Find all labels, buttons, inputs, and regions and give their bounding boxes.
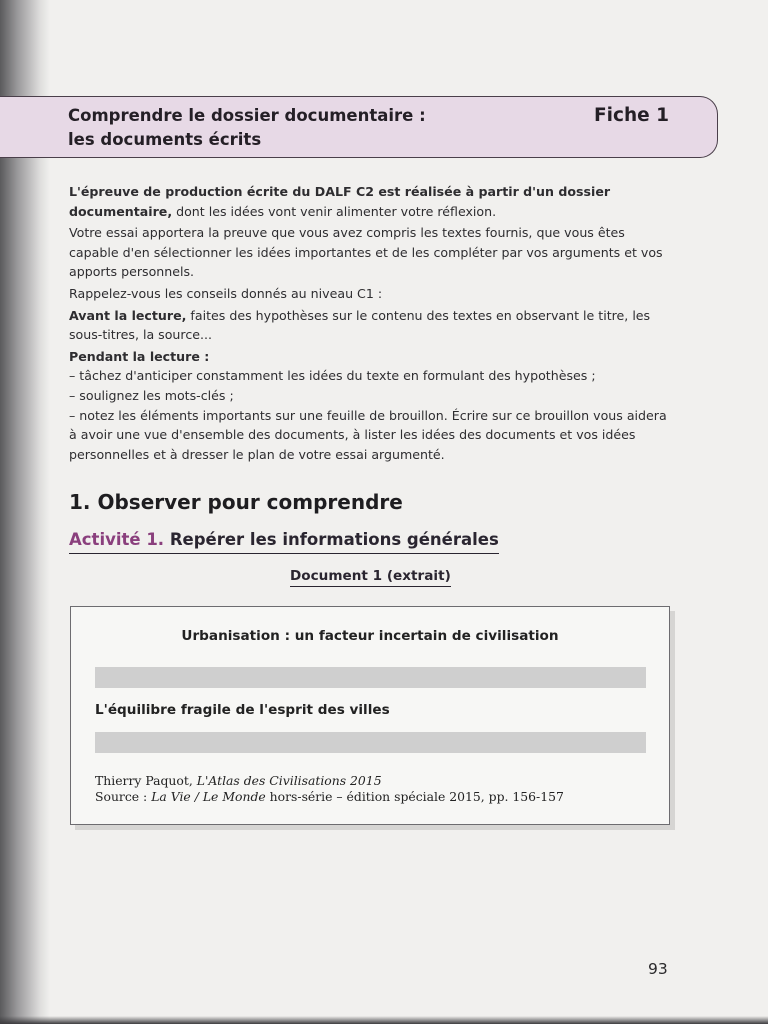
document-source-line	[95, 789, 655, 805]
document-subtitle: L'équilibre fragile de l'esprit des villes	[95, 702, 390, 718]
page-bottom-edge	[0, 1016, 768, 1024]
fiche-title-line-1: Comprendre le dossier documentaire :	[68, 106, 426, 125]
document-author: Thierry Paquot,	[95, 773, 197, 788]
document-author-line	[95, 773, 655, 789]
intro-p4-bold: Avant la lecture,	[69, 307, 187, 323]
fiche-number: Fiche 1	[594, 105, 669, 126]
document-label: Document 1 (extrait)	[290, 566, 451, 587]
document-title: Urbanisation : un facteur incertain de civilisation	[181, 628, 559, 644]
bullet-1: – tâchez d'anticiper constamment les idées du texte en formulant des hypothèses ;	[69, 368, 596, 384]
document-credit	[95, 773, 655, 805]
intro-p5-bold: Pendant la lecture :	[69, 348, 210, 364]
intro-p1-bold: L'épreuve de production écrite du DALF C2 est réalisée à partir d'un dossier documentaire,	[69, 184, 611, 219]
intro-p1-rest: dont les idées vont venir alimenter votre réflexion.	[172, 203, 497, 219]
redacted-bar	[95, 732, 646, 753]
activity-text: Repérer les informations générales	[164, 530, 499, 549]
intro-text	[69, 182, 671, 464]
intro-paragraph-4	[69, 306, 671, 345]
section-title: 1. Observer pour comprendre	[69, 490, 403, 514]
document-box	[70, 606, 670, 825]
intro-paragraph-2: Votre essai apportera la preuve que vous avez compris les textes fournis, que vous êtes capable d'en sélectionner les idées importantes et de les compléter par vos arguments et vos apports personnels.	[69, 225, 663, 280]
document-work: L'Atlas des Civilisations 2015	[196, 773, 382, 788]
bullet-2: – soulignez les mots-clés ;	[69, 387, 234, 403]
intro-p4-rest: faites des hypothèses sur le contenu des textes en observant le titre, les sous-titres, la source...	[69, 307, 651, 343]
document-source-prefix: Source :	[95, 789, 152, 804]
intro-paragraph-3: Rappelez-vous les conseils donnés au niveau C1 :	[69, 285, 383, 301]
fiche-title	[68, 104, 488, 152]
intro-reading-block	[69, 347, 671, 465]
activity-title	[69, 528, 499, 554]
intro-paragraph-1	[69, 182, 671, 221]
redacted-bar	[95, 667, 646, 688]
document-source-title: La Vie / Le Monde	[151, 789, 266, 804]
activity-label: Activité 1.	[69, 530, 165, 549]
fiche-title-line-2: les documents écrits	[68, 130, 262, 149]
bullet-3: – notez les éléments importants sur une feuille de brouillon. Écrire sur ce brouillon vous aidera à avoir une vue d'ensemble des documents, à lister les idées des documents et vos idées personnelles et à dresser le plan de votre essai argumenté.	[69, 407, 667, 462]
page-number: 93	[648, 960, 668, 978]
document-source-rest: hors-série – édition spéciale 2015, pp. 156-157	[265, 789, 564, 804]
